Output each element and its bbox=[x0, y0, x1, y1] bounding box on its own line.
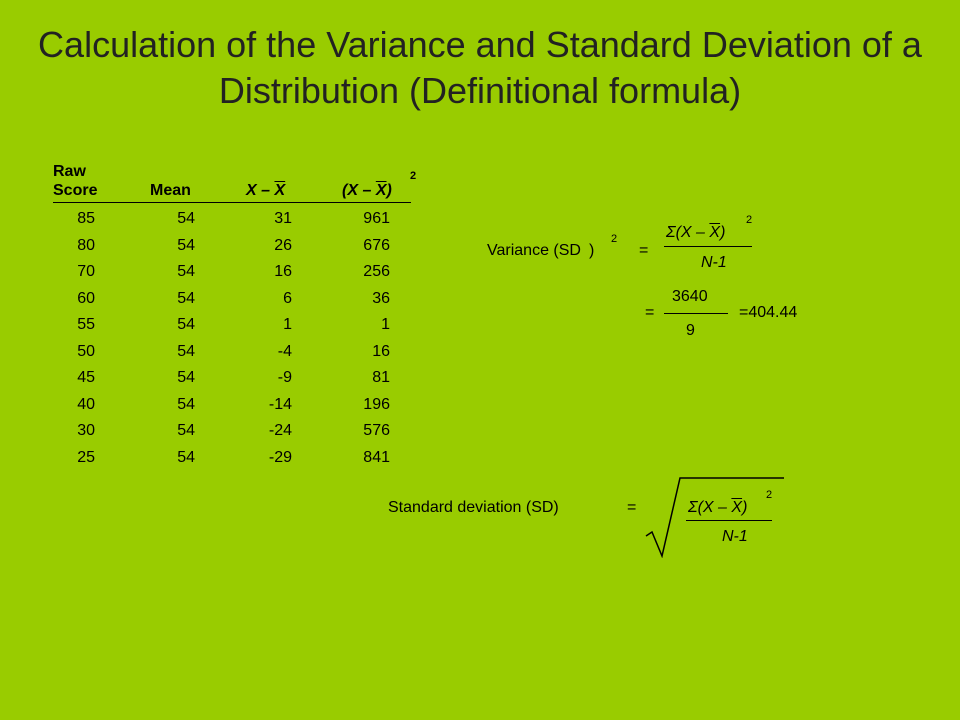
cell-squared-deviation: 841 bbox=[363, 448, 390, 466]
cell-squared-deviation: 36 bbox=[372, 289, 390, 307]
variance-step-fraction-bar bbox=[664, 313, 728, 314]
header-underline bbox=[53, 202, 411, 203]
cell-mean: 54 bbox=[177, 342, 195, 360]
header-mean: Mean bbox=[150, 182, 191, 199]
sd-num-exponent: 2 bbox=[766, 489, 773, 501]
cell-squared-deviation: 676 bbox=[363, 236, 390, 254]
data-table bbox=[40, 206, 390, 471]
cell-deviation: 26 bbox=[274, 236, 292, 254]
cell-raw-score: 25 bbox=[77, 448, 95, 466]
cell-deviation: -9 bbox=[277, 369, 292, 387]
sd-label: Standard deviation (SD) bbox=[388, 499, 559, 516]
variance-result: =404.44 bbox=[739, 304, 798, 321]
header-sq-x: X bbox=[347, 182, 358, 199]
cell-squared-deviation: 1 bbox=[381, 316, 390, 334]
sd-equals: = bbox=[627, 499, 637, 516]
cell-deviation: -24 bbox=[268, 422, 292, 440]
header-sq-xbar: $\overline{X}$ bbox=[375, 182, 387, 199]
header-score: Score bbox=[53, 182, 98, 199]
variance-label-close: ) bbox=[588, 242, 595, 259]
sd-num-sigma: Σ(X – bbox=[688, 499, 732, 516]
table-row bbox=[40, 233, 390, 260]
cell-mean: 54 bbox=[177, 316, 195, 334]
variance-denominator: N-1 bbox=[701, 254, 727, 271]
variance-label bbox=[487, 242, 594, 260]
cell-raw-score: 55 bbox=[77, 316, 95, 334]
header-deviation-x: X bbox=[246, 182, 257, 199]
variance-fraction-bar bbox=[664, 246, 752, 247]
cell-mean: 54 bbox=[177, 289, 195, 307]
sd-denominator: N-1 bbox=[722, 528, 748, 545]
table-row bbox=[40, 206, 390, 233]
header-sq-close: ) bbox=[386, 182, 392, 199]
cell-squared-deviation: 961 bbox=[363, 210, 390, 228]
cell-deviation: 6 bbox=[283, 289, 292, 307]
variance-step-numerator: 3640 bbox=[672, 288, 708, 305]
cell-raw-score: 70 bbox=[77, 263, 95, 281]
table-row bbox=[40, 286, 390, 313]
header-sq-open: ( bbox=[342, 182, 348, 199]
cell-mean: 54 bbox=[177, 369, 195, 387]
header-squared-deviation bbox=[342, 181, 392, 200]
header-sq-exponent: 2 bbox=[410, 170, 417, 182]
cell-mean: 54 bbox=[177, 448, 195, 466]
variance-numerator bbox=[666, 224, 725, 242]
variance-num-exponent: 2 bbox=[746, 214, 753, 226]
sd-num-xbar: $\overline{X}$ bbox=[731, 499, 743, 516]
variance-num-xbar: $\overline{X}$ bbox=[709, 224, 721, 241]
cell-raw-score: 30 bbox=[77, 422, 95, 440]
variance-equals: = bbox=[639, 242, 649, 259]
table-row bbox=[40, 259, 390, 286]
table-row bbox=[40, 365, 390, 392]
cell-raw-score: 45 bbox=[77, 369, 95, 387]
cell-mean: 54 bbox=[177, 210, 195, 228]
cell-deviation: -14 bbox=[268, 395, 292, 413]
table-row bbox=[40, 392, 390, 419]
sd-num-close: ) bbox=[742, 499, 748, 516]
table-row bbox=[40, 418, 390, 445]
cell-squared-deviation: 196 bbox=[363, 395, 390, 413]
header-sq-dash: – bbox=[362, 182, 372, 199]
header-deviation bbox=[246, 181, 285, 200]
variance-label-exponent: 2 bbox=[611, 233, 618, 245]
variance-label-text: Variance (SD bbox=[487, 242, 581, 259]
square-root-icon bbox=[640, 476, 786, 558]
table-row bbox=[40, 339, 390, 366]
sd-fraction-bar bbox=[686, 520, 772, 521]
header-raw: Raw bbox=[53, 163, 86, 180]
cell-deviation: -4 bbox=[277, 342, 292, 360]
cell-raw-score: 85 bbox=[77, 210, 95, 228]
header-deviation-xbar: $\overline{X}$ bbox=[274, 182, 286, 199]
cell-raw-score: 80 bbox=[77, 236, 95, 254]
cell-deviation: -29 bbox=[268, 448, 292, 466]
cell-mean: 54 bbox=[177, 263, 195, 281]
cell-raw-score: 60 bbox=[77, 289, 95, 307]
cell-squared-deviation: 81 bbox=[372, 369, 390, 387]
cell-deviation: 16 bbox=[274, 263, 292, 281]
cell-mean: 54 bbox=[177, 395, 195, 413]
slide-title: Calculation of the Variance and Standard Deviation of a Distribution (Definitional formula) bbox=[38, 24, 922, 111]
variance-step-equals: = bbox=[645, 304, 655, 321]
table-row bbox=[40, 445, 390, 472]
header-deviation-dash: – bbox=[261, 182, 271, 199]
cell-deviation: 31 bbox=[274, 210, 292, 228]
cell-squared-deviation: 576 bbox=[363, 422, 390, 440]
cell-mean: 54 bbox=[177, 422, 195, 440]
cell-mean: 54 bbox=[177, 236, 195, 254]
table-row bbox=[40, 312, 390, 339]
cell-squared-deviation: 16 bbox=[372, 342, 390, 360]
variance-num-sigma: Σ(X – bbox=[666, 224, 710, 241]
cell-deviation: 1 bbox=[283, 316, 292, 334]
cell-raw-score: 40 bbox=[77, 395, 95, 413]
cell-squared-deviation: 256 bbox=[363, 263, 390, 281]
sd-numerator bbox=[688, 499, 747, 517]
cell-raw-score: 50 bbox=[77, 342, 95, 360]
variance-num-close: ) bbox=[720, 224, 726, 241]
variance-step-denominator: 9 bbox=[686, 322, 695, 339]
